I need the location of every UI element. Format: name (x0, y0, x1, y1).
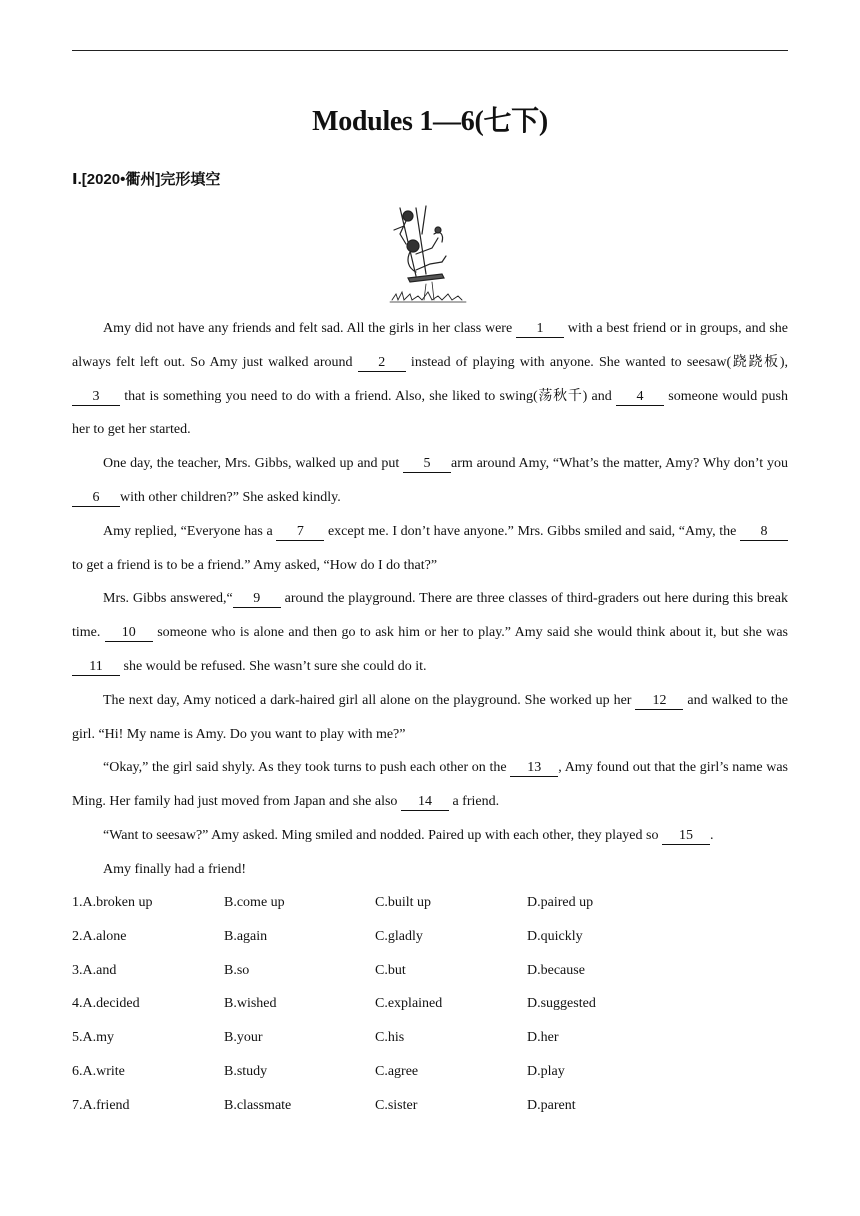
option-b: B.so (224, 962, 250, 978)
option-a: 3.A.and (72, 962, 117, 978)
option-b: B.wished (224, 996, 277, 1012)
top-rule (72, 50, 788, 51)
option-row (72, 1055, 788, 1089)
children-on-swing-illustration (386, 204, 472, 306)
option-b: B.come up (224, 895, 285, 910)
option-a: 2.A.alone (72, 928, 127, 944)
option-c: C.built up (375, 895, 432, 910)
blank-11: 11 (72, 659, 120, 676)
blank-5: 5 (403, 456, 451, 473)
passage-paragraph: Amy finally had a friend! (103, 861, 247, 877)
blank-6: 6 (72, 490, 120, 507)
option-row (72, 886, 788, 920)
option-a: 6.A.write (72, 1063, 125, 1079)
blank-3: 3 (72, 389, 120, 406)
blank-14: 14 (401, 794, 449, 811)
option-c: C.but (375, 962, 406, 978)
option-row (72, 987, 788, 1021)
blank-12: 12 (635, 693, 683, 710)
blank-15: 15 (662, 828, 710, 845)
option-d: D.play (527, 1063, 565, 1079)
option-d: D.paired up (527, 895, 594, 910)
option-row (72, 1089, 788, 1123)
option-row (72, 1021, 788, 1055)
option-d: D.her (527, 1030, 559, 1046)
option-c: C.agree (375, 1063, 419, 1079)
passage-paragraph: “Want to seesaw?” Amy asked. Ming smiled and nodded. Paired up with each other, they played so 15 . (103, 827, 714, 843)
blank-1: 1 (516, 321, 564, 338)
option-a: 4.A.decided (72, 996, 140, 1012)
passage-paragraph: Mrs. Gibbs answered,“ 9 around the playground. There are three classes of third-graders out here during this break time. 10 someone who is alone and then go to ask him or her to play.” Amy said she would think about it, but she was 11 she would be refused. She wasn’t sure she could do it. (72, 591, 788, 674)
passage-paragraph: One day, the teacher, Mrs. Gibbs, walked up and put 5 arm around Amy, “What’s the matter, Amy? Why don’t you 6 with other children?” She asked kindly. (72, 447, 788, 515)
passage-paragraph: The next day, Amy noticed a dark-haired girl all alone on the playground. She worked up her 12 and walked to the girl. “Hi! My name is Amy. Do you want to play with me?” (72, 692, 788, 742)
option-d: D.because (527, 962, 585, 978)
option-c: C.gladly (375, 928, 423, 944)
blank-4: 4 (616, 389, 664, 406)
page-title: Modules 1—6(七下) (312, 106, 548, 137)
option-d: D.quickly (527, 928, 583, 944)
option-d: D.parent (527, 1097, 576, 1113)
blank-9: 9 (233, 591, 281, 608)
option-c: C.explained (375, 996, 443, 1012)
passage-paragraph: Amy did not have any friends and felt sad. All the girls in her class were 1 with a best friend or in groups, and she always felt left out. So Amy just walked around 2 instead of playing with anyone. She wanted to seesaw(跷跷板),3 that is something you need to do with a friend. Also, she liked to swing(荡秋千) and 4 someone would push her to get her started. (72, 321, 789, 438)
option-row (72, 920, 788, 954)
blank-10: 10 (105, 625, 153, 642)
blank-8: 8 (740, 524, 788, 541)
section-heading: Ⅰ.[2020•衢州]完形填空 (72, 171, 221, 188)
option-a: 7.A.friend (72, 1097, 130, 1113)
option-b: B.classmate (224, 1097, 292, 1113)
option-d: D.suggested (527, 996, 596, 1012)
option-c: C.his (375, 1030, 405, 1046)
option-a: 5.A.my (72, 1030, 114, 1046)
option-row (72, 954, 788, 988)
answer-options (72, 886, 788, 1123)
passage-paragraph: Amy replied, “Everyone has a 7 except me. I don’t have anyone.” Mrs. Gibbs smiled and said, “Amy, the 8 to get a friend is to be a friend.” Amy asked, “How do I do that?” (72, 515, 788, 583)
blank-2: 2 (358, 355, 406, 372)
option-c: C.sister (375, 1097, 418, 1113)
option-b: B.your (224, 1030, 263, 1046)
cloze-passage (72, 312, 788, 887)
option-b: B.again (224, 928, 268, 944)
passage-paragraph: “Okay,” the girl said shyly. As they took turns to push each other on the 13 , Amy found out that the girl’s name was Ming. Her family had just moved from Japan and she also 14 a friend. (72, 760, 789, 810)
blank-13: 13 (510, 760, 558, 777)
option-a: 1.A.broken up (72, 895, 153, 910)
blank-7: 7 (276, 524, 324, 541)
option-b: B.study (224, 1063, 268, 1079)
